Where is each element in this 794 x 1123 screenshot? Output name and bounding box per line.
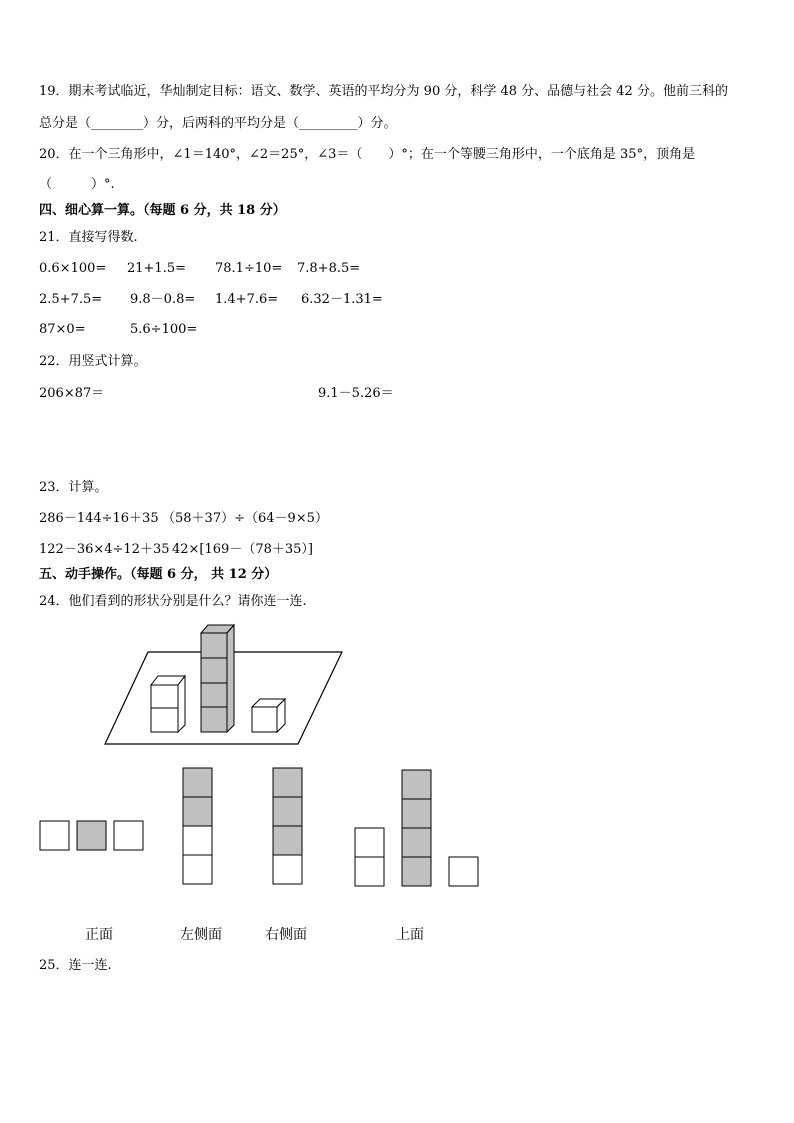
q21-item: 5.6÷100= [130,322,198,337]
q24-prompt: 24．他们看到的形状分别是什么？请你连一连. [39,594,307,609]
q22-item: 9.1－5.26＝ [318,386,394,401]
q23-item: 42×[169－（78＋35）] [172,542,313,557]
view-option-column-1 [183,768,212,884]
view-option-row [40,821,143,850]
q21-item: 0.6×100= [39,261,107,276]
q21-item: 21+1.5= [127,261,187,276]
q21-item: 87×0= [39,322,86,337]
q19-line2: 总分是（________）分，后两科的平均分是（_________）分。 [39,116,397,131]
section5-heading: 五、动手操作。（每题 6 分， 共 12 分） [39,567,278,582]
q19-line1: 19．期末考试临近，华灿制定目标：语文、数学、英语的平均分为 90 分，科学 48 分、品德与社会 42 分。他前三科的 [39,84,728,99]
single-cube [252,699,285,732]
q21-item: 6.32－1.31= [301,292,383,307]
q21-item: 1.4+7.6= [215,292,279,307]
q23-prompt: 23．计算。 [39,480,108,495]
q21-item: 7.8+8.5= [297,261,361,276]
view-label-front: 正面 [85,927,113,943]
q20-line1: 20．在一个三角形中，∠1＝140°，∠2＝25°，∠3＝（ ）°；在一个等腰三角形中，一个底角是 35°，顶角是 [39,147,696,162]
q23-item: 122－36×4÷12＋35 [39,542,170,557]
left-cube-stack [151,676,185,732]
q22-item: 206×87＝ [39,386,105,401]
q23-item: （58＋37）÷（64－9×5） [162,511,328,526]
q25-prompt: 25．连一连. [39,958,112,973]
view-label-right-side: 右侧面 [265,927,307,943]
view-option-column-2 [273,768,302,884]
q21-item: 2.5+7.5= [39,292,103,307]
q21-item: 9.8－0.8= [130,292,196,307]
view-option-front [355,770,478,886]
q22-prompt: 22．用竖式计算。 [39,354,147,369]
tall-cube-stack [201,625,234,732]
view-label-top: 上面 [396,927,424,943]
q21-prompt: 21．直接写得数. [39,230,138,245]
q23-item: 286－144÷16＋35 [39,511,159,526]
section4-heading: 四、细心算一算。（每题 6 分，共 18 分） [39,203,286,218]
view-label-left-side: 左侧面 [180,927,222,943]
q20-line2: （ ）°. [39,177,115,192]
q21-item: 78.1÷10= [215,261,283,276]
